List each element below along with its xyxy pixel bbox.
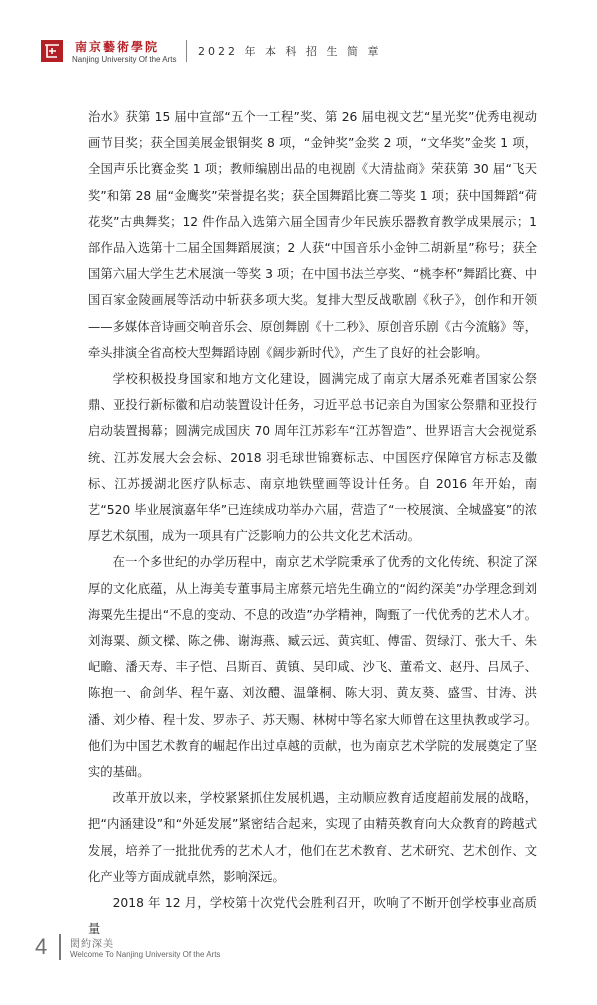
paragraph-3: 在一个多世纪的办学历程中，南京艺术学院秉承了优秀的文化传统、积淀了深厚的文化底蕴，从上海美专董事局主席蔡元培先生确立的“闳约深美”办学理念到刘海粟先生提出“不息的变动、不息的改造”办学精神，陶甄了一代优秀的艺术人才。刘海粟、颜文樑、陈之佛、谢海燕、臧云远、黄宾虹、傅雷、贺绿汀、张大千、朱屺瞻、潘天寿、丰子恺、吕斯百、黄镇、吴印咸、沙飞、董希文、赵丹、吕凤子、陈抱一、俞剑华、程午嘉、刘汝醴、温肇桐、陈大羽、黄友葵、盛雪、甘涛、洪潘、刘少椿、程十发、罗赤子、苏天赐、林树中等名家大师曾在这里执教或学习。他们为中国艺术教育的崛起作出过卓越的贡献，也为南京艺术学院的发展奠定了坚实的基础。 bbox=[88, 555, 537, 780]
school-name-en: Nanjing University Of the Arts bbox=[72, 55, 177, 64]
paragraph-2: 学校积极投身国家和地方文化建设，圆满完成了南京大屠杀死难者国家公祭鼎、亚投行新标徽和启动装置设计任务，习近平总书记亲自为国家公祭鼎和亚投行启动装置揭幕；圆满完成国庆 70 周年江苏彩车“江苏智造”、世界语言大会视觉系统、江苏发展大会会标、2018 羽毛球世锦赛标志、中国医疗保障官方标志及徽标、江苏援湖北医疗队标志、南京地铁壁画等设计任务。自 2016 年开始，南艺“520 毕业展演嘉年华”已连续成功举办六届，营造了“一校展演、全城盛宴”的浓厚艺术氛围，成为一项具有广泛影响力的公共文化艺术活动。 bbox=[88, 372, 537, 544]
footer-slogan-cn: 閎約深美 bbox=[70, 939, 114, 950]
page-number: 4 bbox=[35, 934, 48, 959]
footer-slogan-en: Welcome To Nanjing University Of the Arts bbox=[70, 950, 221, 959]
seal-logo-icon bbox=[41, 40, 63, 62]
article-body bbox=[88, 104, 537, 943]
school-name-cn: 南京藝術學院 bbox=[75, 40, 160, 54]
page-header bbox=[0, 0, 597, 88]
paragraph-1: 治水》获第 15 届中宣部“五个一工程”奖、第 26 届电视文艺“星光奖”优秀电视动画节目奖；获全国美展金银铜奖 8 项，“金钟奖”金奖 2 项，“文华奖”金奖 1 项，全国声乐比赛金奖 1 项；教师编剧出品的电视剧《大清盐商》荣获第 30 届“飞天奖”和第 28 届“金鹰奖”荣誉提名奖；获全国舞蹈比赛二等奖 1 项；获中国舞蹈“荷花奖”古典舞奖；12 件作品入选第六届全国青少年民族乐器教育教学成果展示；1 部作品入选第十二届全国舞蹈展演；2 人获“中国音乐小金钟二胡新星”称号；获全国第六届大学生艺术展演一等奖 3 项；在中国书法兰亭奖、“桃李杯”舞蹈比赛、中国百家金陵画展等活动中斩获多项大奖。复排大型反战歌剧《秋子》，创作和开领——多媒体音诗画交响音乐会、原创舞剧《十二秒》、原创音乐剧《古今流觞》等，牵头排演全省高校大型舞蹈诗剧《阔步新时代》，产生了良好的社会影响。 bbox=[88, 110, 537, 360]
footer-divider bbox=[59, 934, 61, 960]
header-divider bbox=[186, 40, 187, 62]
paragraph-5: 2018 年 12 月，学校第十次党代会胜利召开，吹响了不断开创学校事业高质量 bbox=[88, 896, 537, 937]
document-title: 2022 年 本 科 招 生 简 章 bbox=[198, 45, 382, 58]
paragraph-4: 改革开放以来，学校紧紧抓住发展机遇，主动顺应教育适度超前发展的战略，把“内涵建设”和“外延发展”紧密结合起来，实现了由精英教育向大众教育的跨越式发展，培养了一批批优秀的艺术人才，他们在艺术教育、艺术研究、艺术创作、文化产业等方面成就卓然，影响深远。 bbox=[88, 791, 537, 884]
